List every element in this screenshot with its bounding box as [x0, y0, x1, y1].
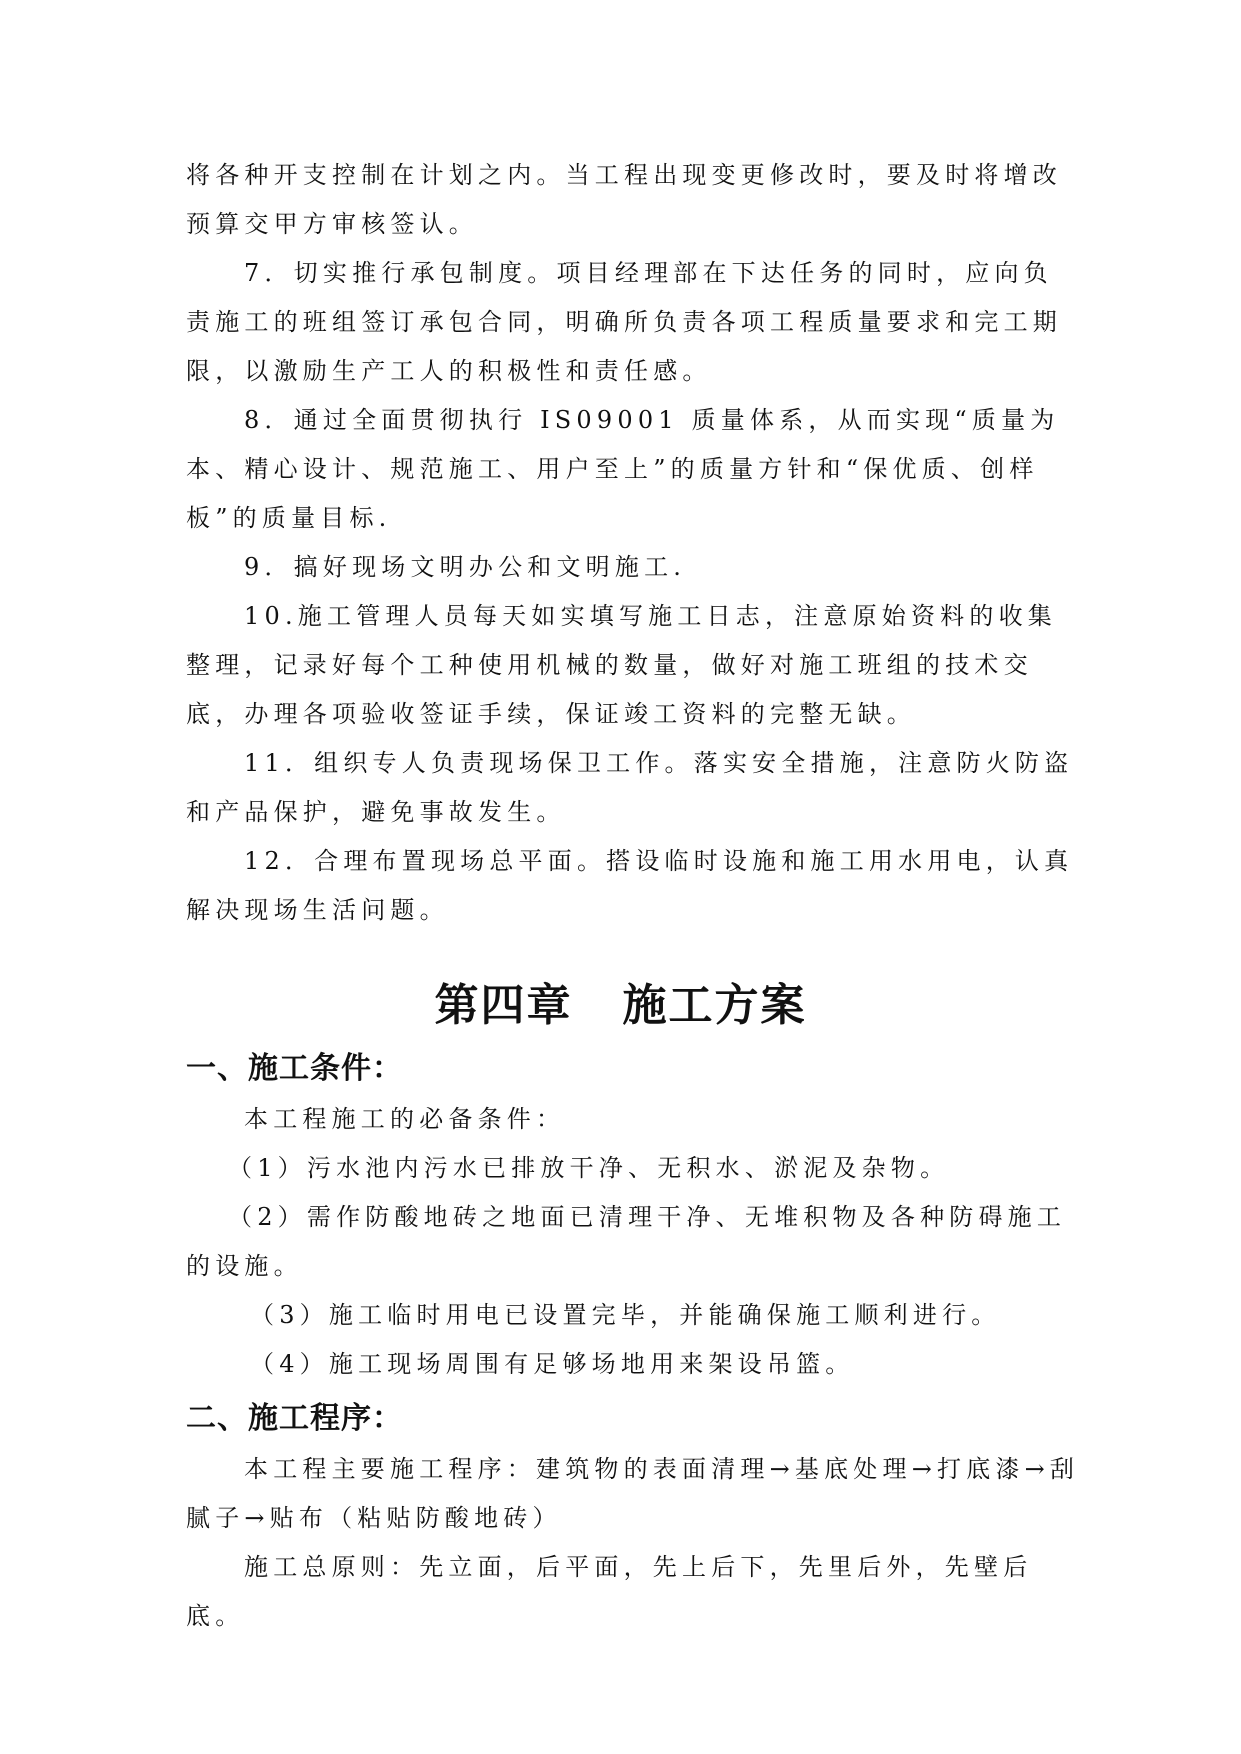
principle-text: 施工总原则：先立面，后平面，先上后下，先里后外，先壁后底。	[186, 1553, 1033, 1630]
paragraph-budget: 将各种开支控制在计划之内。当工程出现变更修改时，要及时将增改预算交甲方审核签认。	[186, 161, 1062, 238]
paragraph-item-12: 12．合理布置现场总平面。搭设临时设施和施工用水用电，认真解决现场生活问题。	[186, 847, 1074, 924]
chapter-title	[0, 970, 1241, 1042]
chapter-name: 施工方案	[622, 980, 807, 1031]
paragraph-item-9: 9．搞好现场文明办公和文明施工.	[244, 553, 687, 581]
chapter-number: 第四章	[434, 980, 573, 1031]
body-text-bottom	[186, 1043, 1080, 1641]
condition-item: （4）施工现场周围有足够场地用来架设吊篮。	[250, 1350, 855, 1378]
procedure-text: 本工程主要施工程序：建筑物的表面清理→基底处理→打底漆→刮腻子→贴布（粘贴防酸地砖）	[186, 1455, 1080, 1532]
condition-item: （3）施工临时用电已设置完毕，并能确保施工顺利进行。	[250, 1301, 1001, 1329]
condition-item: （1）污水池内污水已排放干净、无积水、淤泥及杂物。	[228, 1154, 950, 1182]
section-heading-conditions: 一、施工条件：	[186, 1051, 403, 1086]
paragraph-item-11: 11．组织专人负责现场保卫工作。落实安全措施，注意防火防盗和产品保护，避免事故发生。	[186, 749, 1074, 826]
paragraph-item-10: 10.施工管理人员每天如实填写施工日志，注意原始资料的收集整理，记录好每个工种使用机械的数量，做好对施工班组的技术交底，办理各项验收签证手续，保证竣工资料的完整无缺。	[186, 602, 1057, 728]
paragraph-item-7: 7．切实推行承包制度。项目经理部在下达任务的同时，应向负责施工的班组签订承包合同，明确所负责各项工程质量要求和完工期限，以激励生产工人的积极性和责任感。	[186, 259, 1062, 385]
body-text-top	[186, 151, 1080, 935]
section-heading-procedure: 二、施工程序：	[186, 1401, 403, 1436]
paragraph-item-8: 8．通过全面贯彻执行 IS09001 质量体系，从而实现“质量为本、精心设计、规范施工、用户至上”的质量方针和“保优质、创样板”的质量目标.	[186, 406, 1060, 532]
conditions-intro: 本工程施工的必备条件：	[244, 1105, 566, 1133]
condition-item: （2）需作防酸地砖之地面已清理干净、无堆积物及各种防碍施工的设施。	[186, 1203, 1067, 1280]
